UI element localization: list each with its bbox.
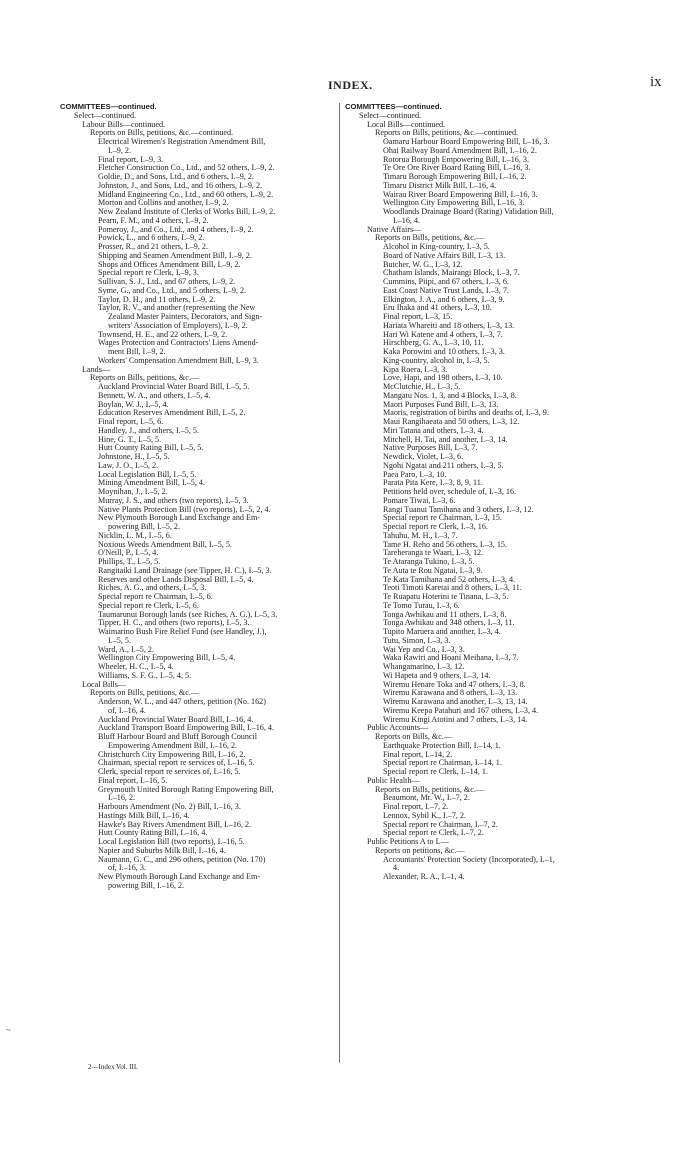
index-entry: Reports on Bills, petitions, &c.—continued. <box>90 129 234 138</box>
index-entry: Hari Wi Katene and 4 others, I.–3, 7. <box>383 330 503 339</box>
index-entry: Waka Rawiri and Hoani Meihana, I.–3, 7. <box>383 654 519 663</box>
index-entry: Labour Bills—continued. <box>82 120 166 129</box>
index-entry: Mitchell, H. Tai, and another, I.–3, 14. <box>383 435 508 444</box>
index-entry: Timaru District Milk Bill, I.–16, 4. <box>383 181 497 190</box>
index-entry: Public Accounts— <box>367 724 429 733</box>
index-entry: Love, Hapi, and 198 others, I.–3, 10. <box>383 374 503 383</box>
margin-mark: ~ <box>6 1025 11 1035</box>
index-entry: Wi Hapeta and 9 others, I.–3, 14. <box>383 671 491 680</box>
index-entry: New Plymouth Borough Land Exchange and Em- <box>98 514 261 523</box>
index-entry: Special report re Chairman, I.–5, 6. <box>98 593 213 601</box>
index-entry: Williams, S. F. G., I.–5, 4, 5. <box>98 671 192 680</box>
index-entry: Lennox, Sybil K., I.–7, 2. <box>383 811 467 820</box>
index-entry: Alcohol in King-country, I.–3, 5. <box>383 243 490 251</box>
index-entry: Reports on Bills, petitions, &c.—continued. <box>375 129 519 138</box>
index-entry: Rangitaiki Land Drainage (see Tipper, H. C.), I.–5, 3. <box>98 566 272 575</box>
index-entry: Butcher, W. G., I.–3, 12. <box>383 260 463 269</box>
index-entry: Pearn, F. M., and 4 others, I.–9, 2. <box>98 216 209 225</box>
index-entry: Mining Amendment Bill, I.–5, 4. <box>98 479 205 488</box>
index-entry: Law, J. O., I.–5, 2. <box>98 461 159 470</box>
index-entry: Rotorua Borough Empowering Bill, I.–16, 3. <box>383 155 530 164</box>
index-entry: Oamaru Harbour Board Empowering Bill, I.–16, 3. <box>383 138 550 146</box>
index-entry: Te Ore Ore River Board Rating Bill, I.–16, 3. <box>383 164 531 173</box>
index-entry: Select—continued. <box>74 111 137 120</box>
index-entry: Select—continued. <box>359 111 422 120</box>
index-entry: Wheeler, H. C., I.–5, 4. <box>98 663 174 671</box>
index-entry: Naumann, G. C., and 296 others, petition (No. 170) <box>98 855 266 864</box>
index-entry: Kaka Porowini and 10 others, I.–3, 3. <box>383 348 505 356</box>
index-entry: Midland Engineering Co., Ltd., and 60 others, I.–9, 2. <box>98 190 274 199</box>
index-entry: Murray, J. S., and others (two reports), I.–5, 3. <box>98 496 249 505</box>
index-entry: Public Health— <box>367 776 420 785</box>
index-entry: Taumarunui Borough lands (see Riches, A. G.), I.–5, 3. <box>98 610 278 619</box>
index-entry: of, I.–16, 4. <box>108 706 146 715</box>
index-entry: Waimarino Bush Fire Relief Fund (see Handley, J.), <box>98 628 267 636</box>
index-entry: Accountants' Protection Society (Incorporated), I.–1, <box>383 855 555 864</box>
index-column-right <box>345 103 629 882</box>
index-entry: Boylan, W. J., I.–5, 4. <box>98 400 169 409</box>
index-entry: powering Bill, I.–16, 2. <box>108 881 185 890</box>
index-entry: of, I.–16, 3. <box>108 864 146 873</box>
index-entry: East Coast Native Trust Lands, I.–3, 7. <box>383 286 509 295</box>
index-entry: Reports on Bills, petitions, &c.— <box>90 374 200 383</box>
index-entry: Timaru Borough Empowering Bill, I.–16, 2. <box>383 173 527 181</box>
index-entry: Hastings Milk Bill, I.–16, 4. <box>98 811 190 820</box>
index-entry: Handley, J., and others, I.–5, 5. <box>98 426 200 435</box>
index-entry: Shipping and Seamen Amendment Bill, I.–9, 2. <box>98 251 252 260</box>
index-entry: Parata Pita Kere, I.–3, 8, 9, 11. <box>383 479 483 488</box>
index-entry: Local Bills—continued. <box>367 120 446 129</box>
index-entry: Elkington, J. A., and 6 others, I.–3, 9. <box>383 295 505 304</box>
index-entry: Tame H. Reho and 56 others, I.–3, 15. <box>383 540 507 549</box>
index-entry: Hutt County Rating Bill, I.–16, 4. <box>98 829 208 838</box>
index-entry: King-country, alcohol in, I.–3, 5. <box>383 356 490 365</box>
index-entry: Auckland Provincial Water Board Bill, I.–16, 4. <box>98 715 254 724</box>
index-column-left <box>60 103 342 891</box>
index-entry: New Zealand Institute of Clerks of Works Bill, I.–9, 2. <box>98 208 276 216</box>
index-entry: Goldie, D., and Sons, Ltd., and 6 others, I.–9, 2. <box>98 173 254 181</box>
index-entry: Hirschberg, G. A., I.–3, 10, 11. <box>383 339 484 348</box>
index-entry: Special report re Chairman, I.–7, 2. <box>383 820 498 829</box>
index-entry: Special report re Chairman, I.–14, 1. <box>383 759 502 768</box>
index-entry: Kipa Roera, I.–3, 3. <box>383 365 448 374</box>
index-entry: Anderson, W. L., and 447 others, petition (No. 162) <box>98 698 266 706</box>
index-entry: Alexander, R. A., I.–1, 4. <box>383 873 465 881</box>
index-entry: Local Legislation Bill, I.–5, 5. <box>98 470 197 479</box>
index-entry: ment Bill, I.–9, 2. <box>108 348 166 356</box>
index-entry: Native Plants Protection Bill (two reports), I.–5, 2, 4. <box>98 505 271 514</box>
index-entry: Chatham Islands, Mairangi Block, I.–3, 7. <box>383 269 520 278</box>
index-entry: Noxious Weeds Amendment Bill, I.–5, 5. <box>98 540 232 549</box>
index-entry: Johnstone, H., I.–5, 5. <box>98 453 170 461</box>
index-entry: Tahuhu, M. H., I.–3, 7. <box>383 531 458 540</box>
index-entry: Special report re Chairman, I.–3, 15. <box>383 514 502 523</box>
index-entry: Bluff Harbour Board and Bluff Borough Council <box>98 733 258 741</box>
index-entry: Paea Paro, I.–3, 10. <box>383 470 447 479</box>
index-entry: Teoti Timoti Karetai and 8 others, I.–3, 11. <box>383 584 522 593</box>
index-entry: O'Neill, P., I.–5, 4. <box>98 549 159 558</box>
index-entry: Wiremu Kingi Atotini and 7 others, I.–3, 14. <box>383 715 528 724</box>
index-entry: Hawke's Bay Rivers Amendment Bill, I.–16, 2. <box>98 820 252 829</box>
index-entry: 4. <box>393 864 400 873</box>
index-entry: Board of Native Affairs Bill, I.–3, 13. <box>383 251 506 260</box>
index-entry: Tonga Awhikau and 11 others, I.–3, 8. <box>383 610 507 619</box>
index-entry: I.–9, 2. <box>108 146 132 155</box>
index-entry: Lands— <box>82 365 110 374</box>
index-entry: I.–16, 2. <box>108 794 136 803</box>
index-entry: Electrical Wiremen's Registration Amendment Bill, <box>98 138 266 146</box>
index-entry: McClutchie, H., I.–3, 5. <box>383 383 461 391</box>
index-entry: Riches, A. G., and others, I.–5, 3. <box>98 584 207 593</box>
index-entry: Reports on Bills, petitions, &c.— <box>90 689 200 698</box>
index-entry: Reports on Bills, petitions, &c.— <box>375 234 485 243</box>
column-divider <box>339 103 340 1063</box>
index-entry: Mangatu Nos. 1, 3, and 4 Blocks, I.–3, 8. <box>383 391 517 400</box>
index-entry: Pomare Tiwai, I.–3, 6. <box>383 496 456 505</box>
index-entry: Christchurch City Empowering Bill, I.–16, 2. <box>98 750 246 759</box>
index-entry: Newdick, Violet, I.–3, 6. <box>383 453 464 461</box>
index-entry: Beaumont, Mr. W., I.–7, 2. <box>383 794 470 803</box>
index-entry: Wellington City Empowering Bill, I.–16, 3. <box>383 199 525 208</box>
index-entry: Special report re Clerk, I.–5, 6. <box>98 601 199 610</box>
index-entry: Maori Purposes Fund Bill, I.–3, 13. <box>383 400 499 409</box>
index-entry: Auckland Transport Board Empowering Bill, I.–16, 4. <box>98 724 275 733</box>
index-entry: Te Ataranga Tukino, I.–3, 5. <box>383 558 475 566</box>
index-entry: Ngohi Ngatai and 211 others, I.–3, 5. <box>383 461 504 470</box>
footer-note: 2—Index Vol. III. <box>88 1063 138 1071</box>
index-entry: Workers' Compensation Amendment Bill, I.–9, 3. <box>98 356 259 365</box>
index-entry: Maui Rangihaeata and 50 others, I.–3, 12. <box>383 418 520 426</box>
index-entry: COMMITTEES—continued. <box>60 103 157 111</box>
index-entry: Final report, I.–16, 5. <box>98 776 168 785</box>
index-entry: Moynihan, J., I.–5, 2. <box>98 488 168 496</box>
index-entry: Hutt County Rating Bill, I.–5, 5. <box>98 444 204 453</box>
index-entry: Chairman, special report re services of, I.–16, 5. <box>98 759 255 768</box>
index-entry: Powick, L., and 6 others, I.–9, 2. <box>98 234 205 243</box>
index-entry: I.–16, 4. <box>393 216 421 225</box>
index-entry: Reports on Bills, &c.— <box>375 733 452 741</box>
index-entry: Harbours Amendment (No. 2) Bill, I.–16, 3. <box>98 803 241 811</box>
index-entry: Pomeroy, J., and Co., Ltd., and 4 others, I.–9, 2. <box>98 225 254 234</box>
index-entry: Wiremu Karawana and another, I.–3, 13, 14. <box>383 698 528 706</box>
index-entry: Wiremu Keepa Patahuri and 167 others, I.–3, 4. <box>383 706 539 715</box>
index-entry: Cummins, Piipi, and 67 others, I.–3, 6. <box>383 278 509 286</box>
index-entry: Hine, G. T., I.–5, 5. <box>98 435 162 444</box>
index-entry: writers' Association of Employers), I.–9, 2. <box>108 321 248 330</box>
index-entry: Local Legislation Bill (two reports), I.–16, 5. <box>98 838 245 846</box>
index-entry: Education Reserves Amendment Bill, I.–5, 2. <box>98 409 246 418</box>
index-entry: Clerk, special report re services of, I.–16, 5. <box>98 768 241 776</box>
index-entry: Special report re Clerk, I.–14, 1. <box>383 768 488 776</box>
index-entry: Tupito Maruera and another, I.–3, 4. <box>383 628 501 636</box>
index-entry: Final report, I.–9, 3. <box>98 155 164 164</box>
index-entry: Native Affairs— <box>367 225 422 234</box>
index-entry: Tutu, Simon, I.–3, 3. <box>383 636 451 645</box>
index-entry: Auckland Provincial Water Board Bill, I.–5, 5. <box>98 383 250 391</box>
index-entry: I.–5, 5. <box>108 636 132 645</box>
index-entry: Native Purposes Bill, I.–3, 7. <box>383 444 478 453</box>
index-entry: Final report, I.–14, 2. <box>383 750 453 759</box>
index-entry: COMMITTEES—continued. <box>345 103 442 111</box>
index-entry: Final report, I.–7, 2. <box>383 803 449 811</box>
index-entry: Morton and Collins and another, I.–9, 2. <box>98 199 229 208</box>
index-entry: Te Kata Tamihana and 52 others, I.–3, 4. <box>383 575 516 584</box>
index-entry: Empowering Amendment Bill, I.–16, 2. <box>108 741 238 750</box>
index-entry: Wairau River Board Empowering Bill, I.–16, 3. <box>383 190 538 199</box>
index-entry: powering Bill, I.–5, 2. <box>108 523 180 531</box>
index-entry: Te Tomo Turau, I.–3, 6. <box>383 601 460 610</box>
index-entry: Ward, A., I.–5, 2. <box>98 645 154 654</box>
index-entry: Special report re Clerk, I.–3, 16. <box>383 523 488 531</box>
index-entry: Reserves and other Lands Disposal Bill, I.–5, 4. <box>98 575 254 584</box>
index-entry: Napier and Suburbs Milk Bill, I.–16, 4. <box>98 846 226 855</box>
index-entry: Earthquake Protection Bill, I.–14, 1. <box>383 741 501 750</box>
index-entry: Tipper, H. C., and others (two reports), I.–5, 3. <box>98 619 250 628</box>
index-entry: Hariata Whareiti and 18 others, I.–3, 13. <box>383 321 515 330</box>
index-entry: Syme, G., and Co., Ltd., and 5 others, I.–9, 2. <box>98 286 247 295</box>
index-entry: Woodlands Drainage Board (Rating) Validation Bill, <box>383 208 554 216</box>
index-entry: Taylor, R. V., and another (representing the New <box>98 304 256 313</box>
index-entry: Reports on petitions, &c.— <box>375 846 465 855</box>
index-entry: Zealand Master Painters, Decorators, and Sign- <box>108 313 263 321</box>
index-entry: Te Ruapatu Hoterini te Tinana, I.–3, 5. <box>383 593 509 601</box>
index-entry: Final report, I.–3, 15. <box>383 313 453 321</box>
index-entry: Phillips, T., I.–5, 5. <box>98 558 161 566</box>
index-entry: Miri Tatana and others, I.–3, 4. <box>383 426 484 435</box>
index-entry: Te Auta te Rou Ngatai, I.–3, 9. <box>383 566 483 575</box>
index-entry: Townsend, H. E., and 22 others, I.–9, 2. <box>98 330 228 339</box>
index-entry: Taylor, D. H., and 11 others, I.–9, 2. <box>98 295 216 304</box>
index-entry: Eru Ihaka and 41 others, I.–3, 10. <box>383 304 492 313</box>
index-entry: Wellington City Empowering Bill, I.–5, 4. <box>98 654 236 663</box>
index-entry: Final report, I.–5, 6. <box>98 418 164 426</box>
index-entry: Wai Yep and Co., I.–3, 3. <box>383 645 465 654</box>
index-entry: Reports on Bills, petitions, &c.— <box>375 785 485 794</box>
index-entry: Petitions held over, schedule of, I.–3, 16. <box>383 488 517 496</box>
index-entry: Tonga Awhikau and 348 others, I.–3, 11. <box>383 619 515 628</box>
index-entry: Sullivan, S. J., Ltd., and 67 others, I.–9, 2. <box>98 278 236 286</box>
index-entry: New Plymouth Borough Land Exchange and Em- <box>98 873 261 881</box>
index-entry: Fletcher Construction Co., Ltd., and 52 others, I.–9, 2. <box>98 164 275 173</box>
index-entry: Special report re Clerk, I.–7, 2. <box>383 829 484 838</box>
index-entry: Bennett, W. A., and others, I.–5, 4. <box>98 391 211 400</box>
index-entry: Shops and Offices Amendment Bill, I.–9, 2. <box>98 260 241 269</box>
index-entry: Local Bills— <box>82 680 127 689</box>
index-entry: Wages Protection and Contractors' Liens Amend- <box>98 339 259 348</box>
index-entry: Rangi Tuanui Tamihana and 3 others, I.–3, 12. <box>383 505 534 514</box>
index-entry: Greymouth United Borough Rating Empowering Bill, <box>98 785 274 794</box>
page-header-title: INDEX. <box>328 78 373 92</box>
index-entry: Tareheranga te Waari, I.–3, 12. <box>383 549 484 558</box>
page-number: ix <box>650 74 662 90</box>
index-entry: Ohai Railway Board Amendment Bill, I.–16, 2. <box>383 146 537 155</box>
index-entry: Special report re Clerk, I.–9, 3. <box>98 269 199 278</box>
index-entry: Wiremu Karawana and 8 others, I.–3, 13. <box>383 689 518 698</box>
index-entry: Wiremu Henare Toka and 47 others, I.–3, 8. <box>383 680 526 689</box>
index-entry: Prosser, R., and 21 others, I.–9, 2. <box>98 243 209 251</box>
index-entry: Maoris, registration of births and deaths of, I.–3, 9. <box>383 409 549 418</box>
index-entry: Whangamarino, I.–3, 12. <box>383 663 465 671</box>
index-entry: Johnston, J., and Sons, Ltd., and 16 others, I.–9, 2. <box>98 181 263 190</box>
index-entry: Nicklin, L. M., I.–5, 6. <box>98 531 172 540</box>
index-entry: Public Petitions A to L— <box>367 838 449 846</box>
